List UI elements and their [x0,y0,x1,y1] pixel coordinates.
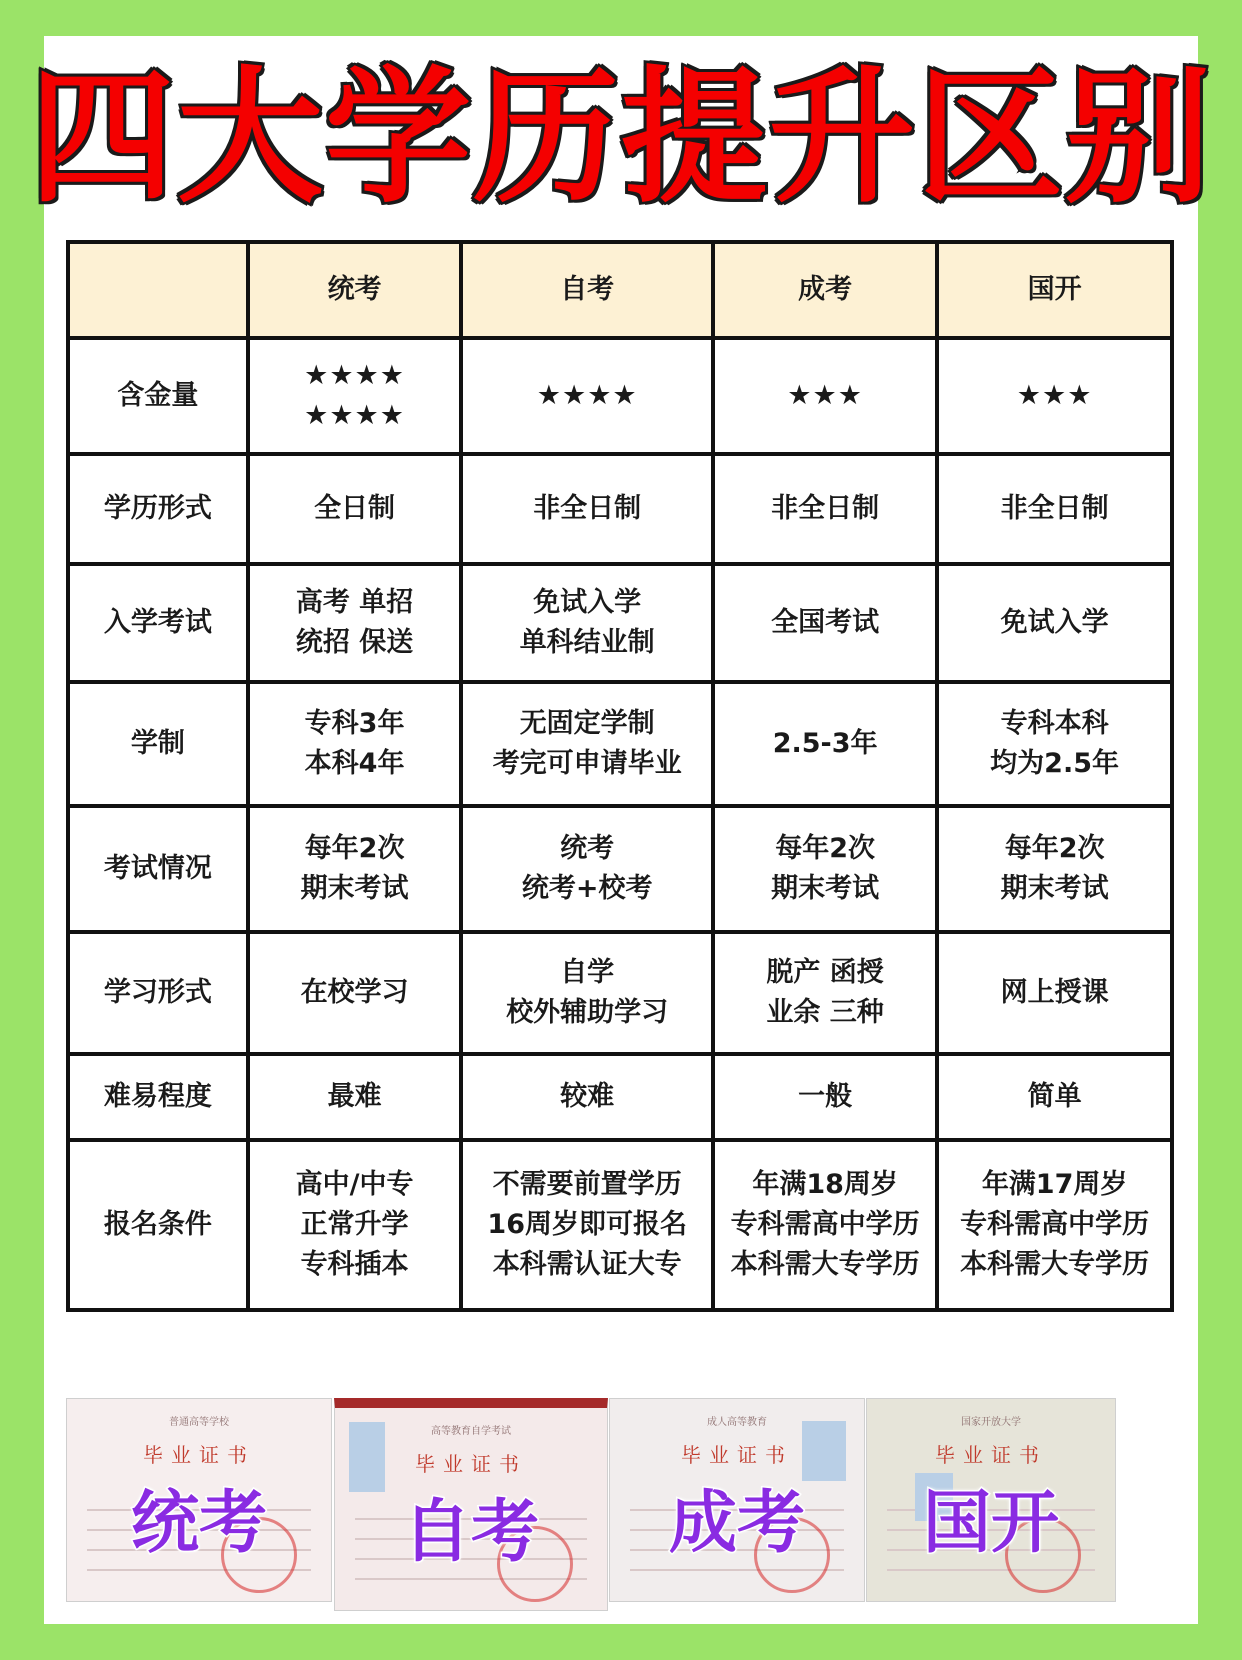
table-cell [713,564,937,682]
table-cell [248,338,462,454]
table-header-row [68,242,1172,338]
certificate-strip [66,1398,1176,1600]
cell-text: 不需要前置学历 [492,1169,682,1200]
table-cell [713,682,937,806]
table-row [68,932,1172,1054]
cell-text: 16周岁即可报名 [487,1209,687,1240]
certificate-title: 毕业证书 [681,1443,793,1467]
table-cell [461,932,713,1054]
cell-text: 非全日制 [771,493,880,524]
certificate-image [609,1398,865,1602]
certificate-header: 普通高等学校 [169,1417,229,1428]
certificate-title: 毕业证书 [935,1443,1047,1467]
table-cell [461,1140,713,1310]
cell-text: 期末考试 [1000,873,1109,904]
page-title: 四大学历提升区别 [29,53,1213,223]
table-cell [713,1140,937,1310]
cell-text: 期末考试 [771,873,880,904]
table-cell [937,806,1172,932]
cell-text: ★★★★ [304,360,405,391]
cell-text: 在校学习 [300,977,409,1008]
table-cell [248,682,462,806]
table-cell [248,454,462,564]
cell-text: 校外辅助学习 [506,997,669,1028]
cell-text: ★★★★ [304,400,405,431]
table-cell [713,806,937,932]
table-cell [937,454,1172,564]
table-cell [937,338,1172,454]
cell-text: 专科3年 [304,708,405,739]
certificate-image [334,1398,608,1611]
cell-text: 年满18周岁 [752,1169,898,1200]
table-cell [461,564,713,682]
table-cell [713,338,937,454]
row-label: 难易程度 [68,1054,248,1140]
table-cell [461,454,713,564]
table-row [68,1054,1172,1140]
table-cell [461,682,713,806]
header-guokai: 国开 [937,242,1172,338]
table-cell [937,932,1172,1054]
table-row [68,564,1172,682]
cell-text: ★★★★ [536,380,638,411]
cell-text: 全国考试 [771,607,880,638]
cell-text: 2.5-3年 [772,728,878,759]
table-cell [248,932,462,1054]
certificate-label: 成考 [668,1484,805,1563]
table-cell [937,1054,1172,1140]
cell-text: 全日制 [314,493,396,524]
cell-text: 统招 保送 [295,627,414,658]
cell-text: 最难 [327,1081,382,1112]
table-cell [937,564,1172,682]
cell-text: 专科插本 [300,1249,409,1280]
row-label: 报名条件 [68,1140,248,1310]
certificate-title: 毕业证书 [143,1443,255,1467]
table-cell [713,932,937,1054]
row-label: 学历形式 [68,454,248,564]
cell-text: 高考 单招 [295,587,414,618]
cell-text: 自学 [560,957,615,988]
cell-text: 业余 三种 [766,997,884,1028]
cell-text: 本科需认证大专 [492,1249,682,1280]
certificate-label: 国开 [922,1484,1059,1563]
row-label: 考试情况 [68,806,248,932]
cell-text: 一般 [798,1081,853,1112]
cell-text: 统考+校考 [521,873,653,904]
cell-text: 专科需高中学历 [730,1209,920,1240]
cell-text: 每年2次 [1004,833,1105,864]
cell-text: 高中/中专 [295,1169,414,1200]
certificate-title: 毕业证书 [415,1452,527,1476]
certificate-label: 自考 [402,1493,539,1572]
cell-text: 考完可申请毕业 [492,748,682,779]
cell-text: 脱产 函授 [766,957,884,988]
cell-text: 本科需大专学历 [730,1249,920,1280]
table-cell [461,1054,713,1140]
table-cell [248,564,462,682]
cell-text: 免试入学 [533,587,642,618]
certificate-label: 统考 [130,1484,267,1563]
header-zikao: 自考 [461,242,713,338]
table-row [68,454,1172,564]
cell-text: 专科本科 [1000,708,1109,739]
header-chengkao: 成考 [713,242,937,338]
row-label: 含金量 [68,338,248,454]
table-cell [248,1054,462,1140]
certificate-image [866,1398,1116,1602]
certificate-header: 高等教育自学考试 [431,1426,511,1437]
certificate-header: 成人高等教育 [707,1417,767,1428]
cell-text: 专科需高中学历 [960,1209,1150,1240]
table-cell [248,806,462,932]
cell-text: 期末考试 [300,873,409,904]
cell-text: 免试入学 [1000,607,1109,638]
cell-text: 正常升学 [300,1209,409,1240]
table-row [68,682,1172,806]
certificate-header: 国家开放大学 [961,1417,1021,1428]
cell-text: 本科需大专学历 [960,1249,1150,1280]
cell-text: 均为2.5年 [990,748,1120,779]
cell-text: 年满17周岁 [981,1169,1128,1200]
table-cell [937,1140,1172,1310]
row-label: 学习形式 [68,932,248,1054]
header-corner [68,242,248,338]
cell-text: ★★★ [1016,380,1093,411]
table-cell [713,454,937,564]
table-cell [461,806,713,932]
cell-text: 无固定学制 [519,708,655,739]
row-label: 学制 [68,682,248,806]
cell-text: ★★★ [787,380,863,411]
header-tongkao: 统考 [248,242,462,338]
cell-text: 本科4年 [304,748,405,779]
table-row [68,806,1172,932]
table-row [68,1140,1172,1310]
cell-text: 每年2次 [304,833,405,864]
table-cell [461,338,713,454]
table-cell [937,682,1172,806]
cell-text: 非全日制 [533,493,642,524]
cell-text: 每年2次 [775,833,876,864]
table-cell [248,1140,462,1310]
cell-text: 网上授课 [1000,977,1109,1008]
cell-text: 简单 [1027,1081,1082,1112]
cell-text: 非全日制 [1000,493,1109,524]
table-row [68,338,1172,454]
cell-text: 较难 [560,1081,615,1112]
row-label: 入学考试 [68,564,248,682]
cell-text: 统考 [560,833,615,864]
cell-text: 单科结业制 [519,627,655,658]
table-cell [713,1054,937,1140]
comparison-table [66,240,1174,1312]
certificate-image [66,1398,332,1602]
